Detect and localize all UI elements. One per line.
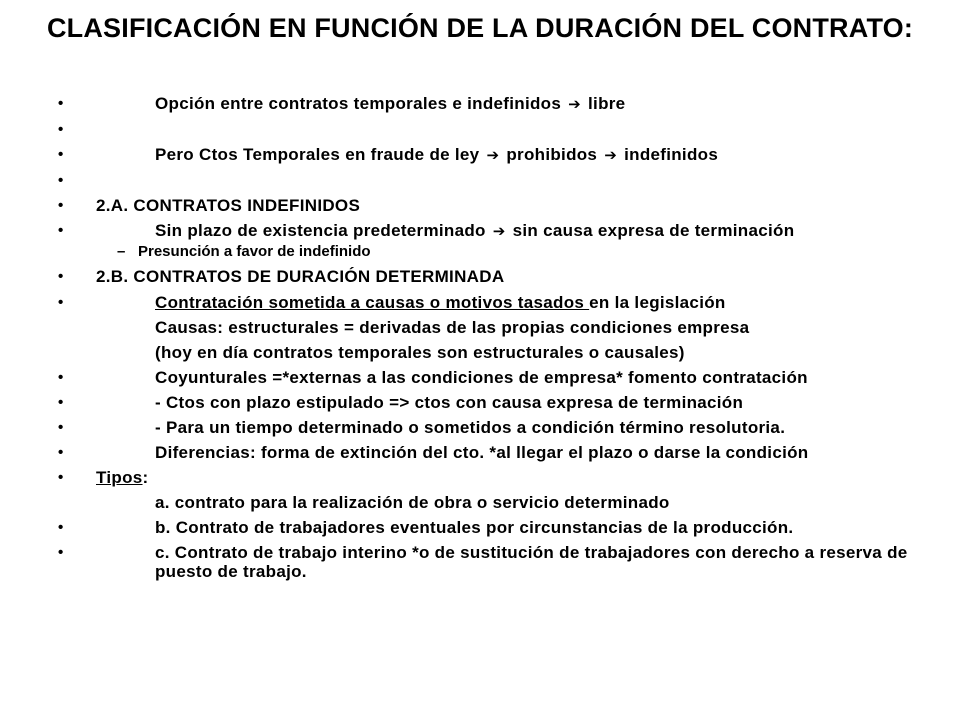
bullet-icon: • [58,197,64,214]
bullet-icon: • [58,469,64,486]
bullet-list [58,92,938,581]
list-item-text: b. Contrato de trabajadores eventuales por circunstancias de la producción. [155,518,794,537]
bullet-icon: • [58,294,64,311]
list-item-continuation [58,318,938,337]
list-item-text-part: sin causa expresa de terminación [507,221,795,240]
list-item-text-part: prohibidos [501,145,603,164]
list-item-text-part: indefinidos [619,145,719,164]
list-item-text: c. Contrato de trabajo interino *o de sustitución de trabajadores con derecho a reserva de puesto de trabajo. [155,543,908,581]
list-item [58,418,938,437]
bullet-icon: • [58,544,64,561]
list-item [58,368,938,387]
bullet-icon: • [58,268,64,285]
section-heading [58,196,938,215]
bullet-icon: • [58,172,64,189]
list-item-text: Coyunturales =*externas a las condiciones de empresa* fomento contratación [155,368,808,387]
list-item-text-part: Sin plazo de existencia predeterminado [155,221,491,240]
bullet-icon: • [58,146,64,163]
list-item-continuation [58,343,938,362]
list-item-text-part: en la legislación [589,293,726,312]
section-heading-text: 2.B. CONTRATOS DE DURACIÓN DETERMINADA [96,267,505,286]
sub-list-item-text: Presunción a favor de indefinido [138,243,371,260]
slide-title: CLASIFICACIÓN EN FUNCIÓN DE LA DURACIÓN DEL CONTRATO: [46,13,914,43]
list-item-continuation [58,493,938,512]
list-item-text-part: libre [583,94,626,113]
section-heading [58,267,938,286]
dash-icon: – [117,243,126,260]
arrow-right-icon: ➔ [604,147,618,164]
bullet-icon: • [58,222,64,239]
list-item-empty [58,120,938,139]
list-item-text-part: Opción entre contratos temporales e indefinidos [155,94,567,113]
bullet-icon: • [58,519,64,536]
list-item-text: Diferencias: forma de extinción del cto. *al llegar el plazo o darse la condición [155,443,809,462]
list-item [58,145,938,165]
list-item-text [58,221,938,241]
list-item [58,94,938,114]
arrow-right-icon: ➔ [492,223,506,240]
arrow-right-icon: ➔ [568,96,582,113]
list-item-text-part: : [142,468,149,487]
list-item-empty [58,171,938,190]
list-item-text: - Ctos con plazo estipulado => ctos con causa expresa de terminación [155,393,744,412]
section-heading-text [58,468,938,487]
underlined-text: Tipos [96,468,143,487]
list-item [58,443,938,462]
underlined-text: Contratación sometida a causas o motivos tasados [155,293,590,312]
list-item-text [58,94,938,114]
list-item [58,393,938,412]
list-item-text: - Para un tiempo determinado o sometidos a condición término resolutoria. [155,418,786,437]
bullet-icon: • [58,121,64,138]
bullet-icon: • [58,394,64,411]
list-item-text: (hoy en día contratos temporales son estructurales o causales) [155,343,685,362]
list-item-text: Causas: estructurales = derivadas de las propias condiciones empresa [155,318,750,337]
bullet-icon: • [58,419,64,436]
bullet-icon: • [58,95,64,112]
bullet-icon: • [58,369,64,386]
section-heading [58,468,938,487]
bullet-icon: • [58,444,64,461]
list-item-text [58,293,938,312]
list-item [58,221,938,241]
list-item-text [58,145,938,165]
list-item [58,293,938,312]
list-item [58,543,938,581]
section-heading-text: 2.A. CONTRATOS INDEFINIDOS [96,196,361,215]
arrow-right-icon: ➔ [486,147,500,164]
list-item [58,518,938,537]
list-item-text: a. contrato para la realización de obra o servicio determinado [155,493,670,512]
sub-list-item [58,242,938,261]
list-item-text-part: Pero Ctos Temporales en fraude de ley [155,145,485,164]
